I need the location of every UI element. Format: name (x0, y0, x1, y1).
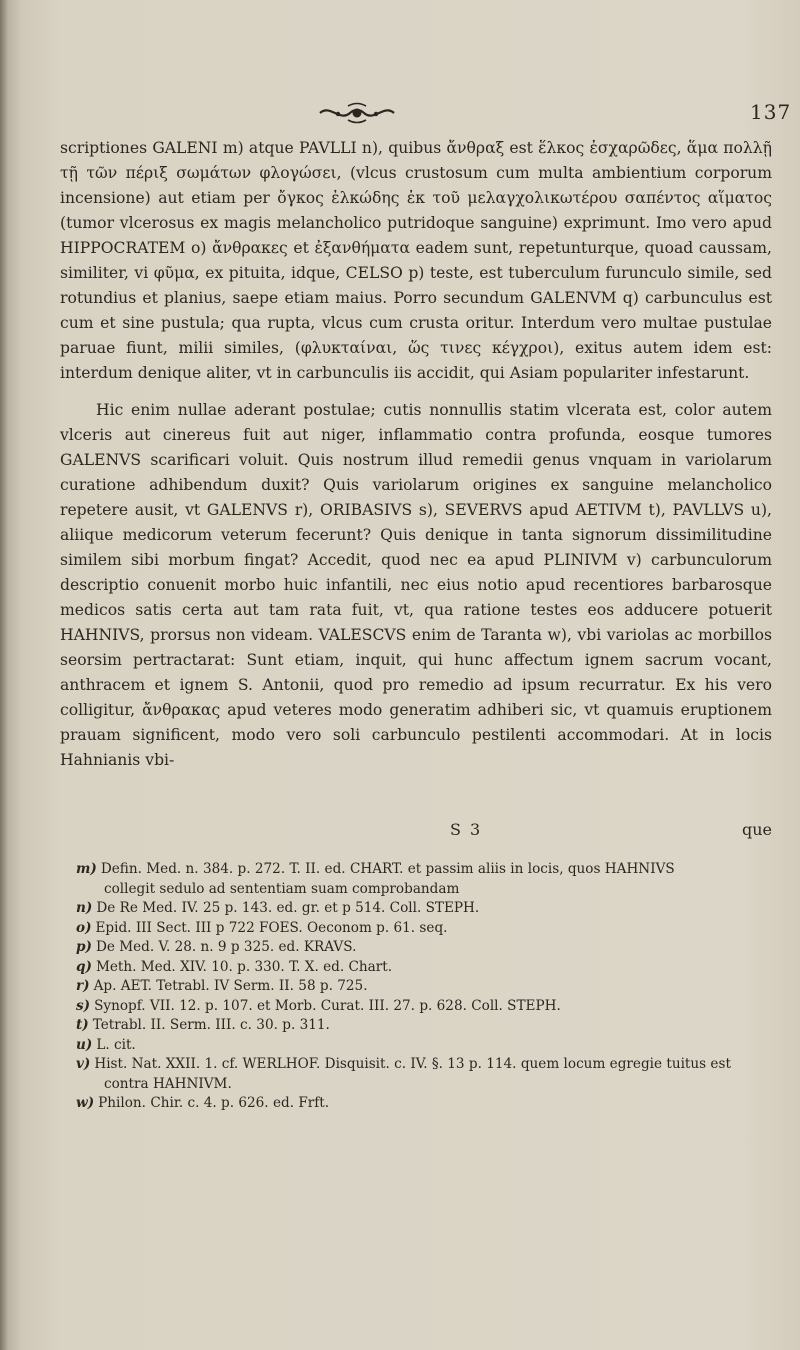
page-header (60, 98, 800, 128)
footnote-text: Meth. Med. XIV. 10. p. 330. T. X. ed. Chart. (95, 958, 393, 975)
footnote-v (72, 1055, 762, 1094)
printer-ornament-icon (318, 102, 396, 124)
footnote-mark: p) (76, 939, 92, 955)
signature-line (60, 820, 772, 846)
catchword: que (741, 820, 772, 839)
footnote-u (72, 1036, 762, 1056)
footnote-mark: q) (76, 958, 92, 975)
page-number: 137 (750, 100, 792, 124)
footnote-mark: o) (76, 919, 92, 936)
footnotes (72, 860, 762, 1114)
footnote-t (72, 1016, 762, 1036)
footnote-mark: w) (76, 1095, 95, 1111)
footnote-text: Philon. Chir. c. 4. p. 626. ed. Frft. (98, 1095, 330, 1111)
footnote-mark: n) (76, 900, 93, 916)
footnote-w (72, 1094, 762, 1114)
footnote-mark: t) (76, 1017, 89, 1033)
paragraph-2: Hic enim nullae aderant postulae; cutis nonnullis statim vlcerata est, color autem vlceris aut cinereus fuit aut niger, inflammatio contra profunda, eosque tumores GALENVS scarificari voluit. Quis nostrum illud remedii genus vnquam in variolarum curatione adhibendum duxit? Quis variolarum origines ex sanguine melancholico repetere ausit, vt GALENVS r), ORIBASIVS s), SEVERVS apud AETIVM t), PAVLLVS u), aliique medicorum veterum fecerunt? Quis denique in tanta signorum dissimilitudine similem sibi morbum fingat? Accedit, quod nec ea apud PLINIVM v) carbunculorum descriptio conuenit morbo huic infantili, nec eius notio apud recentiores barbarosque medicos satis certa aut tam rata fuit, vt, qua ratione testes eos adducere potuerit HAHNIVS, prorsus non videam. VALESCVS enim de Taranta w), vbi variolas ac morbillos seorsim pertractarat: Sunt etiam, inquit, qui hunc affectum ignem sacrum vocant, anthracem et ignem S. Antonii, quod pro remedio ad ipsum recurratur. Ex his vero colligitur, ἄνθρακας apud veteres modo generatim adhiberi sic, vt quamuis eruptionem prauam significent, modo vero soli carbunculo pestilenti accommodari. At in locis Hahnianis vbi- (60, 401, 772, 769)
footnote-text: Hist. Nat. XXII. 1. cf. WERLHOF. Disquisit. c. IV. §. 13 p. 114. quem locum egregie tuitus est contra HAHNIVM. (94, 1056, 731, 1092)
footnote-text: Ap. AET. Tetrabl. IV Serm. II. 58 p. 725. (93, 978, 368, 994)
footnote-mark: s) (76, 997, 91, 1014)
footnote-q (72, 958, 762, 978)
footnote-m (72, 860, 762, 899)
signature-mark: S 3 (450, 820, 483, 839)
footnote-s (72, 997, 762, 1017)
footnote-text: Epid. III Sect. III p 722 FOES. Oeconom p. 61. seq. (95, 919, 448, 936)
footnote-text: De Re Med. IV. 25 p. 143. ed. gr. et p 514. Coll. STEPH. (96, 900, 480, 916)
footnote-p (72, 938, 762, 958)
footnote-text: L. cit. (96, 1036, 136, 1053)
footnote-mark: u) (76, 1036, 93, 1053)
footnote-text: De Med. V. 28. n. 9 p 325. ed. KRAVS. (95, 939, 357, 955)
footnote-text: Synopf. VII. 12. p. 107. et Morb. Curat. III. 27. p. 628. Coll. STEPH. (94, 997, 561, 1014)
footnote-mark: m) (76, 861, 97, 877)
footnote-text: Tetrabl. II. Serm. III. c. 30. p. 311. (92, 1017, 330, 1033)
main-text (60, 136, 772, 773)
footnote-r (72, 977, 762, 997)
footnote-n (72, 899, 762, 919)
footnote-mark: r) (76, 978, 90, 994)
footnote-text-continued: collegit sedulo ad sententiam suam comprobandam (104, 880, 460, 897)
footnote-o (72, 919, 762, 939)
footnote-mark: v) (76, 1056, 91, 1072)
footnote-text: Defin. Med. n. 384. p. 272. T. II. ed. CHART. et passim aliis in locis, quos HAHNIVS (100, 861, 675, 877)
paragraph-1: scriptiones GALENI m) atque PAVLLI n), quibus ἄνθραξ est ἕλκος ἐσχαρῶδες, ἅμα πολλῇ τῇ τῶν πέριξ σωμάτων φλογώσει, (vlcus crustosum cum multa ambientium corporum incensione) aut etiam per ὄγκος ἑλκώδης ἐκ τοῦ μελαγχολικωτέρου σαπέντος αἵματος (tumor vlcerosus ex magis melancholico putridoque sanguine) exprimunt. Imo vero apud HIPPOCRATEM o) ἄνθρακες et ἐξανθήματα eadem sunt, repetunturque, quoad caussam, similiter, vi φῦμα, ex pituita, idque, CELSO p) teste, est tuberculum furunculo simile, sed rotundius et planius, saepe etiam maius. Porro secundum GALENVM q) carbunculus est cum et sine pustula; qua rupta, vlcus cum crusta oritur. Interdum vero multae pustulae paruae fiunt, milii similes, (φλυκταίναι, ὥς τινες κέγχροι), exitus autem idem est: interdum denique aliter, vt in carbunculis iis accidit, qui Asiam populariter infestarunt. (60, 139, 772, 382)
